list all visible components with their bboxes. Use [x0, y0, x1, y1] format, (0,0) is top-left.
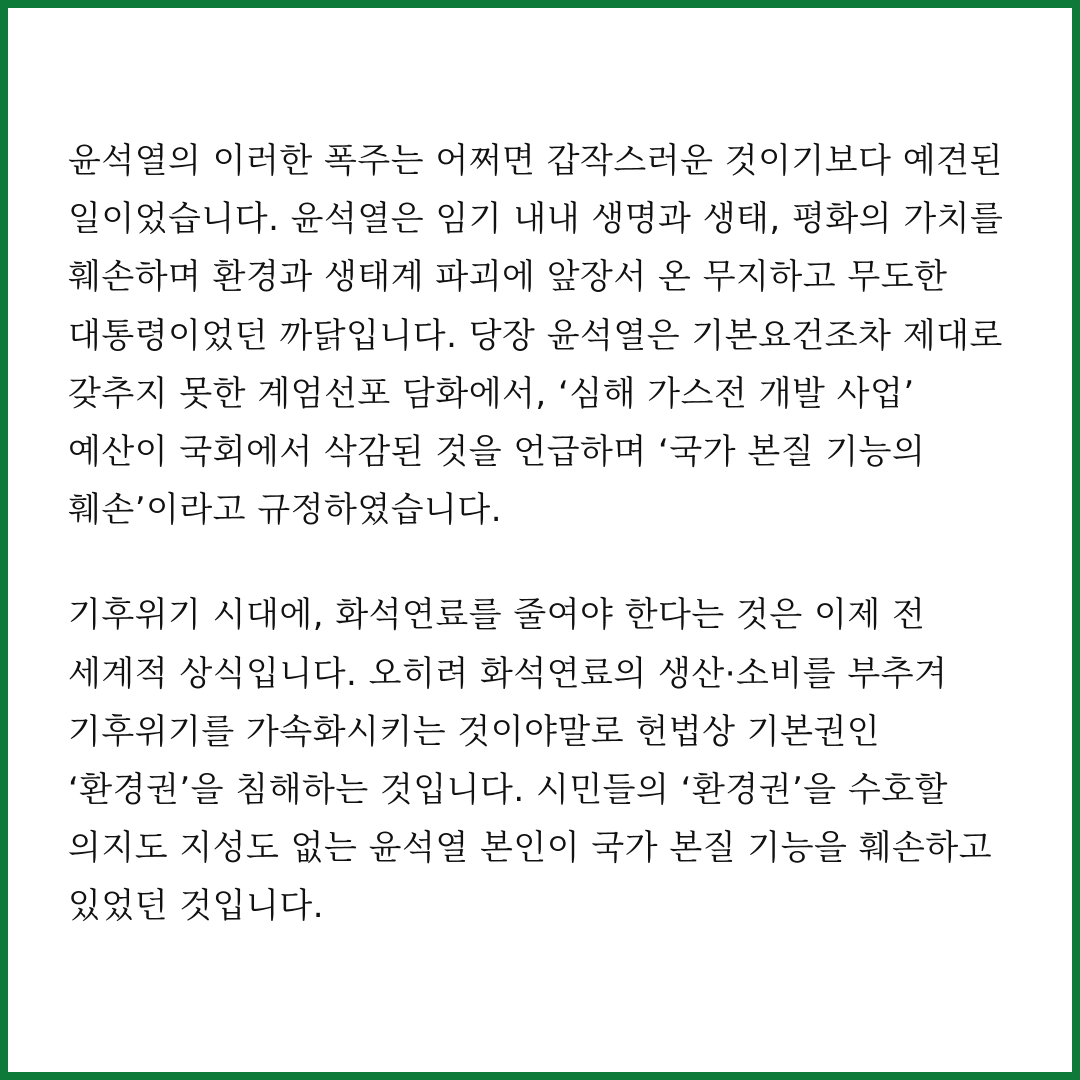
paragraph-2 — [68, 586, 1048, 935]
paragraph-line: 대통령이었던 까닭입니다. 당장 윤석열은 기본요건조차 제대로 — [68, 315, 1003, 356]
paragraph-line: 있었던 것입니다. — [68, 886, 325, 927]
paragraph-line: 의지도 지성도 없는 윤석열 본인이 국가 본질 기능을 훼손하고 — [68, 828, 993, 869]
paragraph-line: 기후위기를 가속화시키는 것이야말로 헌법상 기본권인 — [68, 711, 881, 752]
paragraph-line: ‘환경권’을 침해하는 것입니다. 시민들의 ‘환경권’을 수호할 — [68, 769, 948, 810]
paragraph-line: 일이었습니다. 윤석열은 임기 내내 생명과 생태, 평화의 가치를 — [68, 199, 1004, 240]
paragraph-line: 갖추지 못한 계엄선포 담화에서, ‘심해 가스전 개발 사업’ — [68, 373, 915, 414]
body-text — [68, 132, 1048, 935]
paragraph-line: 훼손하며 환경과 생태계 파괴에 앞장서 온 무지하고 무도한 — [68, 257, 948, 298]
paragraph-line: 세계적 상식입니다. 오히려 화석연료의 생산·소비를 부추겨 — [68, 653, 948, 694]
paragraph-spacer — [68, 539, 1048, 586]
paragraph-line: 훼손’이라고 규정하였습니다. — [68, 490, 503, 531]
paragraph-1 — [68, 132, 1048, 539]
paragraph-line: 윤석열의 이러한 폭주는 어쩌면 갑작스러운 것이기보다 예견된 — [68, 141, 1003, 181]
paragraph-line: 예산이 국회에서 삭감된 것을 언급하며 ‘국가 본질 기능의 — [68, 431, 926, 472]
paragraph-line: 기후위기 시대에, 화석연료를 줄여야 한다는 것은 이제 전 — [68, 595, 926, 636]
